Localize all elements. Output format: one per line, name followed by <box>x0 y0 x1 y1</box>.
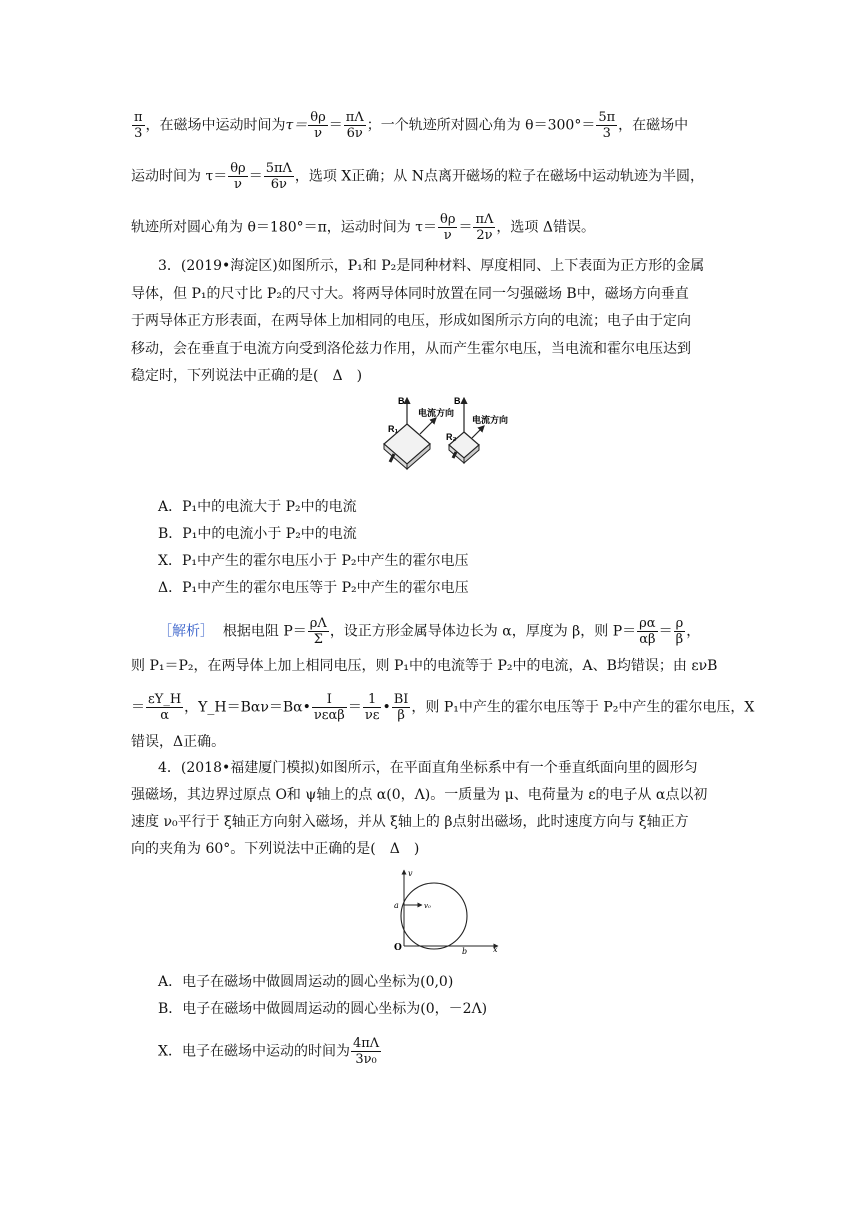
fraction: $\frac{I}{\text{νεαβ}}$ <box>313 692 345 723</box>
q4-stem-line-4: 向的夹角为 60°。下列说法中正确的是( Δ ) <box>131 841 420 857</box>
fig-label-current-2: 电流方向 <box>472 415 509 425</box>
q3-analysis-line-4: 错误，Δ正确。 <box>131 734 226 750</box>
q3-analysis-line-2: 则 P₁＝P₂，在两导体上加上相同电压，则 P₁中的电流等于 P₂中的电流，A、B均错误；由 ενB <box>131 658 718 674</box>
fraction: $\frac{\theta\rho}{\nu}$ <box>440 212 456 243</box>
fraction: $\frac{\pi}{3}$ <box>134 110 143 141</box>
fig-label-R1: R₁ <box>388 424 399 434</box>
q3-option-D: Δ．P₁中产生的霍尔电压等于 P₂中产生的霍尔电压 <box>158 580 469 596</box>
fraction: $\frac{1}{\nu\varepsilon}$ <box>364 692 380 723</box>
point-a-label: a <box>394 901 399 910</box>
q3-analysis-line-3: ＝ $\frac{\varepsilon Y\_H}{\alpha}$ ，Y_H＝Bαν＝Bα• $\frac{I}{\text{νεαβ}}$ ＝ $\frac{1}{\nu\varepsilon}$ • $\frac{BI}{\beta}$ ，则 P₁中产生的霍尔电压等于 P₂中产生的霍尔电压，X <box>131 692 755 723</box>
fraction: $\frac{4\pi\Lambda}{\text{3ν₀}}$ <box>352 1036 380 1067</box>
fraction: $\frac{\theta\rho}{\nu}$ <box>230 161 246 192</box>
sol2-line-2: 运动时间为 τ＝ $\frac{\theta\rho}{\nu}$ ＝ $\frac{5\pi\Lambda}{6\nu}$ ，选项 X正确；从 N点离开磁场的粒子在磁场中运动轨迹为半圆， <box>131 161 705 192</box>
x-axis-label: x <box>493 945 498 954</box>
fraction: $\frac{\rho\alpha}{\alpha\beta}$ <box>639 616 656 647</box>
q3-stem-line-3: 于两导体正方形表面，在两导体上加相同的电压，形成如图所示方向的电流；电子由于定向 <box>131 313 691 329</box>
q4-stem-line-2: 强磁场，其边界过原点 O和 ψ轴上的点 α(0，Λ)。一质量为 μ、电荷量为 ε的电子从 α点以初 <box>131 787 708 803</box>
q3-stem-line-5: 稳定时，下列说法中正确的是( Δ ) <box>131 368 363 384</box>
q3-stem-line-1: 3．(2019•海淀区)如图所示，P₁和 P₂是同种材料、厚度相同、上下表面为正方形的金属 <box>158 258 705 274</box>
fig-label-current-1: 电流方向 <box>418 408 455 418</box>
q3-option-X: X．P₁中产生的霍尔电压小于 P₂中产生的霍尔电压 <box>158 553 469 569</box>
q4-stem-line-3: 速度 ν₀平行于 ξ轴正方向射入磁场，并从 ξ轴上的 β点射出磁场，此时速度方向与 ξ轴正方 <box>131 814 689 830</box>
origin-label: O <box>394 943 402 953</box>
fraction: $\frac{\varepsilon Y\_H}{\alpha}$ <box>148 692 182 723</box>
q3-option-A: A．P₁中的电流大于 P₂中的电流 <box>158 499 357 515</box>
fig-label-R2: R₂ <box>446 432 457 442</box>
fig-label-B1: B <box>398 396 405 406</box>
fraction: $\frac{\rho}{\beta}$ <box>675 616 684 647</box>
q3-stem-line-4: 移动，会在垂直于电流方向受到洛伦兹力作用，从而产生霍尔电压，当电流和霍尔电压达到 <box>131 341 691 357</box>
analysis-tag: ［解析］ <box>158 623 214 640</box>
fraction: $\frac{5\pi}{3}$ <box>598 110 616 141</box>
q4-option-B: B．电子在磁场中做圆周运动的圆心坐标为(0，－2Λ) <box>158 1001 488 1017</box>
sol2-line-3: 轨迹所对圆心角为 θ＝180°＝π，运动时间为 τ＝ $\frac{\theta\rho}{\nu}$ ＝ $\frac{\pi\Lambda}{2\nu}$ ，选项 Δ错误。 <box>131 212 595 243</box>
q3-option-B: B．P₁中的电流小于 P₂中的电流 <box>158 526 357 542</box>
fraction: $\frac{\theta\rho}{\nu}$ <box>310 110 326 141</box>
y-axis-label: v <box>408 869 413 878</box>
fraction: $\frac{\rho\Lambda}{\Sigma}$ <box>309 616 327 647</box>
fraction: $\frac{\pi\Lambda}{6\nu}$ <box>345 110 364 141</box>
q4-option-A: A．电子在磁场中做圆周运动的圆心坐标为(0,0) <box>158 974 454 990</box>
fraction: $\frac{\pi\Lambda}{2\nu}$ <box>475 212 494 243</box>
point-b-label: b <box>462 947 468 954</box>
current-direction-arrow-1 <box>420 418 436 434</box>
fraction: $\frac{BI}{\beta}$ <box>393 692 409 723</box>
fraction: $\frac{5\pi\Lambda}{6\nu}$ <box>265 161 292 192</box>
sol2-line-1: $\frac{\pi}{3}$ ，在磁场中运动时间为τ＝ $\frac{\theta\rho}{\nu}$ ＝ $\frac{\pi\Lambda}{6\nu}$ ；一个轨迹所对圆心角为 θ＝300°＝ $\frac{5\pi}{3}$ ，在磁场中 <box>134 110 689 141</box>
q4-stem-line-1: 4．(2018•福建厦门模拟)如图所示，在平面直角坐标系中有一个垂直纸面向里的圆形匀 <box>158 760 698 776</box>
magnetic-field-boundary <box>401 883 467 949</box>
q4-option-X: X．电子在磁场中运动的时间为 $\frac{4\pi\Lambda}{\text{3ν₀}}$ <box>158 1036 380 1067</box>
hall-effect-figure <box>380 392 520 480</box>
current-direction-arrow-2 <box>472 426 484 438</box>
q3-analysis-line-1: ［解析］ 根据电阻 P＝ $\frac{\rho\Lambda}{\Sigma}$ ，设正方形金属导体边长为 α，厚度为 β，则 P＝ $\frac{\rho\alpha}{\alpha\beta}$ ＝ $\frac{\rho}{\beta}$ ， <box>158 616 701 647</box>
fig-label-B2: B <box>454 396 461 406</box>
v0-label: v₀ <box>424 902 431 910</box>
q3-stem-line-2: 导体，但 P₁的尺寸比 P₂的尺寸大。将两导体同时放置在同一匀强磁场 B中，磁场方向垂直 <box>131 286 689 302</box>
coordinate-figure <box>388 866 504 954</box>
